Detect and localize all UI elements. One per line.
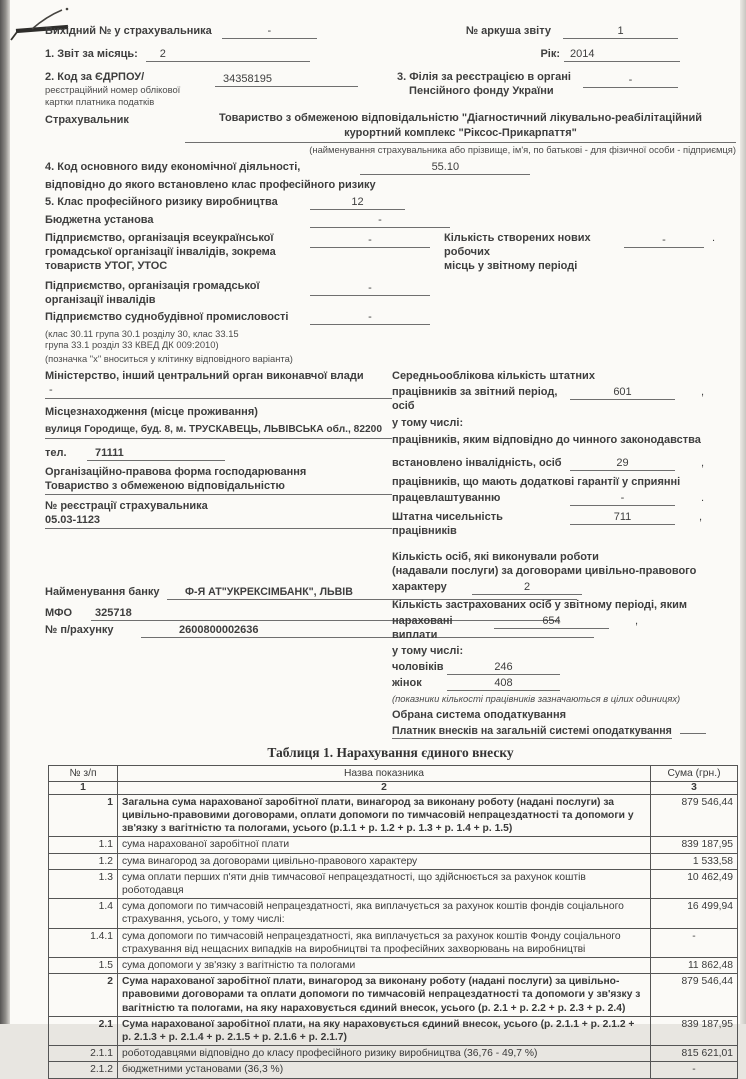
bank-value: Ф-Я АТ"УКРЕКСІМБАНК", ЛЬВІВ <box>167 585 577 600</box>
insurer-name-line-2: курортний комплекс "Ріксос-Прикарпаття" <box>344 127 577 139</box>
outgoing-number-label: Вихідний № у страхувальника <box>45 25 212 37</box>
ministry-label: Міністерство, інший центральний орган виконавчої влади <box>45 370 364 382</box>
public-org-value: - <box>310 281 430 296</box>
row-value: 879 546,44 <box>651 794 738 837</box>
table1-header-row <box>49 765 738 781</box>
insurer-block <box>45 111 736 156</box>
insured-persons-label-1: Кількість застрахованих осіб у звітному періоді, яким <box>392 599 687 611</box>
allukr-org-label-3: товариств УТОГ, УТОС <box>45 259 168 272</box>
row-value: - <box>651 1062 738 1078</box>
tax-system-label: Обрана система оподаткування <box>392 708 567 721</box>
row-num: 1.1 <box>49 837 118 853</box>
budget-institution-label: Бюджетна установа <box>45 213 154 226</box>
insurer-label: Страхувальник <box>45 114 129 126</box>
row-name: сума допомоги по тимчасовій непрацездатності, яка виплачується за рахунок коштів Фонду соціального страхування від нещасних випадків на виробництві та професійних захворювань на виробництві <box>118 928 651 957</box>
budget-institution-value: - <box>310 213 450 228</box>
mfo-value: 325718 <box>91 606 560 621</box>
public-org-label-1: Підприємство, організація громадської <box>45 279 260 292</box>
edrpou-value: 34358195 <box>215 72 358 87</box>
table-row <box>49 974 738 1017</box>
mfo-label: МФО <box>45 607 73 619</box>
women-label: жінок <box>392 677 422 689</box>
details-columns <box>45 369 736 739</box>
staff-count-suffix: , <box>699 511 703 523</box>
shipbuilding-value: - <box>310 310 430 325</box>
details-right-column <box>392 369 736 739</box>
row-value: 839 187,95 <box>651 837 738 853</box>
avg-staff-value: 601 <box>570 385 675 400</box>
civil-contracts-value: 2 <box>472 580 582 595</box>
row-name: сума оплати перших п'яти днів тимчасової непрацездатності, що здійснюється за рахунок коштів роботодавця <box>118 869 651 898</box>
staff-count-label: Штатна чисельність працівників <box>392 511 503 537</box>
row-num: 1.2 <box>49 853 118 869</box>
branch-label-1: 3. Філія за реєстрацією в органі <box>397 71 571 83</box>
row-name: роботодавцями відповідно до класу професійного ризику виробництва (36,76 - 49,7 %) <box>118 1046 651 1062</box>
row-num: 2.1 <box>49 1016 118 1045</box>
insured-persons-suffix: , <box>635 615 639 627</box>
row-num: 1.4.1 <box>49 928 118 957</box>
row-outgoing-sheet <box>45 24 736 39</box>
edrpou-sublabel-1: реєстраційний номер облікової <box>45 84 181 95</box>
table-row <box>49 1062 738 1078</box>
phone-label: тел. <box>45 447 67 459</box>
units-note: (показники кількості працівників зазначаються в цілих одиницях) <box>392 693 681 704</box>
orgform-label: Організаційно-правова форма господарювання <box>45 466 307 478</box>
women-value: 408 <box>447 676 560 691</box>
year-label: Рік: <box>540 48 560 60</box>
details-left-column <box>45 369 392 739</box>
row-name: сума допомоги по тимчасовій непрацездатності, яка виплачується за рахунок коштів фондів соціального страхування, усього, у тому числі: <box>118 899 651 928</box>
report-month-value: 2 <box>146 47 310 62</box>
row-value: 815 621,01 <box>651 1046 738 1062</box>
row-value: 1 533,58 <box>651 853 738 869</box>
new-jobs-label-1: Кількість створених нових робочих <box>444 231 591 258</box>
table-row <box>49 794 738 837</box>
guarantee-label-1: працівників, що мають додаткові гарантії у сприянні <box>392 476 681 488</box>
men-value: 246 <box>447 660 560 675</box>
branch-label-2: Пенсійного фонду України <box>409 85 554 97</box>
insurer-name-line-1: Товариство з обмеженою відповідальністю "Діагностичний лікувально-реабілітаційний <box>218 112 703 124</box>
table1-title: Таблиця 1. Нарахування єдиного внеску <box>267 744 514 760</box>
including-label-2: у тому числі: <box>392 645 464 657</box>
table1 <box>48 765 738 1079</box>
row-name: Сума нарахованої заробітної плати, винагород за виконану роботу (надані послуги) за цивільно-правовими договорами та оплати допомоги по тимчасовій непрацездатності та допомоги у зв'язку з вагітністю та пологами, на яку нараховується єдиний внесок, усього (р. 2.1 + р. 2.2 + р. 2.3 + р. 2.4) <box>118 974 651 1017</box>
including-label-1: у тому числі: <box>392 417 464 429</box>
row-value: 10 462,49 <box>651 869 738 898</box>
row-name: сума нарахованої заробітної плати <box>118 837 651 853</box>
table-row <box>49 899 738 928</box>
guarantee-value: - <box>570 491 675 506</box>
regnum-value: 05.03-1123 <box>45 513 392 529</box>
disabled-suffix: , <box>701 457 705 469</box>
row-num: 1.3 <box>49 869 118 898</box>
disabled-note: працівників, яким відповідно до чинного законодавства <box>392 434 701 446</box>
row-edrpou-branch <box>45 70 736 107</box>
row-num: 1.4 <box>49 899 118 928</box>
insurer-name <box>185 111 736 143</box>
bank-label: Найменування банку <box>45 586 160 598</box>
table-row <box>49 1016 738 1045</box>
tax-system-extra-line <box>680 733 706 734</box>
civil-contracts-label-1: Кількість осіб, які виконували роботи <box>392 551 599 563</box>
allukr-org-label-1: Підприємство, організація всеукраїнської <box>45 231 274 244</box>
year-value: 2014 <box>564 47 680 62</box>
row-name: Загальна сума нарахованої заробітної плати, винагород за виконану роботу (надані послуги) за цивільно-правовими договорами, оплати допомоги по тимчасовій непрацездатності та допомоги у зв'язку з вагітністю та пологами, усього (р.1.1 + р. 1.2 + р. 1.3 + р. 1.4 + р. 1.5) <box>118 794 651 837</box>
table-row <box>49 1046 738 1062</box>
branch-value: - <box>583 73 678 88</box>
orgform-value: Товариство з обмеженою відповідальністю <box>45 479 392 495</box>
row-num: 2.1.1 <box>49 1046 118 1062</box>
row-value: 839 187,95 <box>651 1016 738 1045</box>
table-row <box>49 928 738 957</box>
table-row <box>49 853 738 869</box>
report-month-label: 1. Звіт за місяць: <box>45 48 138 60</box>
row-month-year <box>45 47 736 62</box>
row-num: 1 <box>49 794 118 837</box>
new-jobs-label-2: місць у звітному періоді <box>444 259 578 272</box>
activity-fields <box>45 160 736 365</box>
civil-contracts-label-3: характеру <box>392 581 447 593</box>
field4-value: 55.10 <box>360 160 530 175</box>
row-value: 879 546,44 <box>651 974 738 1017</box>
insured-persons-label-2: нараховані виплати <box>392 615 453 641</box>
guarantee-suffix: . <box>701 492 705 504</box>
location-label: Місцезнаходження (місце проживання) <box>45 406 258 418</box>
field4-label-line1: 4. Код основного виду економічної діяльності, <box>45 160 301 173</box>
insurer-caption: (найменування страхувальника або прізвище, ім'я, по батькові - для фізичної особи - підприємця) <box>309 144 736 155</box>
row-value: 16 499,94 <box>651 899 738 928</box>
new-jobs-suffix: . <box>712 231 716 244</box>
address-value: вулиця Городище, буд. 8, м. ТРУСКАВЕЦЬ, ЛЬВІВСЬКА обл., 82200 <box>45 423 392 439</box>
edrpou-sublabel-2: картки платника податків <box>45 95 155 107</box>
avg-staff-suffix: , <box>701 386 705 398</box>
row-num: 1.5 <box>49 957 118 973</box>
insured-persons-value: 654 <box>494 614 609 629</box>
new-jobs-value: - <box>624 233 704 248</box>
row-value: - <box>651 928 738 957</box>
row-num: 2.1.2 <box>49 1062 118 1078</box>
regnum-label: № реєстрації страхувальника <box>45 500 208 512</box>
men-label: чоловіків <box>392 661 444 673</box>
staff-count-value: 711 <box>570 510 675 525</box>
edrpou-label: 2. Код за ЄДРПОУ/ <box>45 71 145 83</box>
field4-label-line2: відповідно до якого встановлено клас професійного ризику <box>45 178 376 191</box>
table1-colnum-row <box>49 781 738 794</box>
field5-value: 12 <box>310 195 405 210</box>
table1-col-sum-header: Сума (грн.) <box>651 765 738 781</box>
outgoing-number-value: - <box>222 24 317 39</box>
sheet-number-label: № аркуша звіту <box>465 25 551 37</box>
table1-col-name-header: Назва показника <box>118 765 651 781</box>
table-row <box>49 957 738 973</box>
shipbuilding-label: Підприємство суднобудівної промисловості <box>45 310 289 323</box>
avg-staff-label-1: Середньооблікова кількість штатних <box>392 370 595 382</box>
colnum-1: 1 <box>49 781 118 794</box>
disabled-value: 29 <box>570 456 675 471</box>
account-label: № п/рахунку <box>45 624 114 636</box>
allukr-org-label-2: громадської організації інвалідів, зокрема <box>45 245 276 258</box>
shipbuilding-note-1: (клас 30.11 група 30.1 розділу 30, клас 33.15 <box>45 327 239 339</box>
tax-system-value: Платник внесків на загальній системі оподаткування <box>392 724 672 737</box>
shipbuilding-note-2: група 33.1 розділ 33 КВЕД ДК 009:2010) <box>45 339 219 350</box>
account-value: 2600800002636 <box>141 623 594 638</box>
colnum-2: 2 <box>118 781 651 794</box>
guarantee-label-2: працевлаштуванню <box>392 492 501 504</box>
row-name: бюджетними установами (36,3 %) <box>118 1062 651 1078</box>
table-row <box>49 837 738 853</box>
avg-staff-label-2: працівників за звітний період, осіб <box>392 386 558 412</box>
phone-value: 71111 <box>87 446 225 461</box>
allukr-org-value: - <box>310 233 430 248</box>
table-row <box>49 869 738 898</box>
row-num: 2 <box>49 974 118 1017</box>
public-org-label-2: організації інвалідів <box>45 293 156 306</box>
row-name: сума допомоги у зв'язку з вагітністю та пологами <box>118 957 651 973</box>
ministry-value: - <box>45 383 392 399</box>
table1-col-num-header: № з/п <box>49 765 118 781</box>
civil-contracts-label-2: (надавали послуги) за договорами цивільно-правового <box>392 565 697 577</box>
row-name: сума винагород за договорами цивільно-правового характеру <box>118 853 651 869</box>
disabled-label: встановлено інвалідність, осіб <box>392 457 562 469</box>
field5-label: 5. Клас професійного ризику виробництва <box>45 195 278 208</box>
colnum-3: 3 <box>651 781 738 794</box>
x-mark-note: (позначка "х" вноситься у клітинку відповідного варіанта) <box>45 352 293 364</box>
sheet-number-value: 1 <box>563 24 678 39</box>
row-name: Сума нарахованої заробітної плати, на яку нараховується єдиний внесок, усього (р. 2.1.1 + р. 2.1.2 + р. 2.1.3 + р. 2.1.4 + р. 2.1.5 + р. 2.1.6 + р. 2.1.7) <box>118 1016 651 1045</box>
row-value: 11 862,48 <box>651 957 738 973</box>
